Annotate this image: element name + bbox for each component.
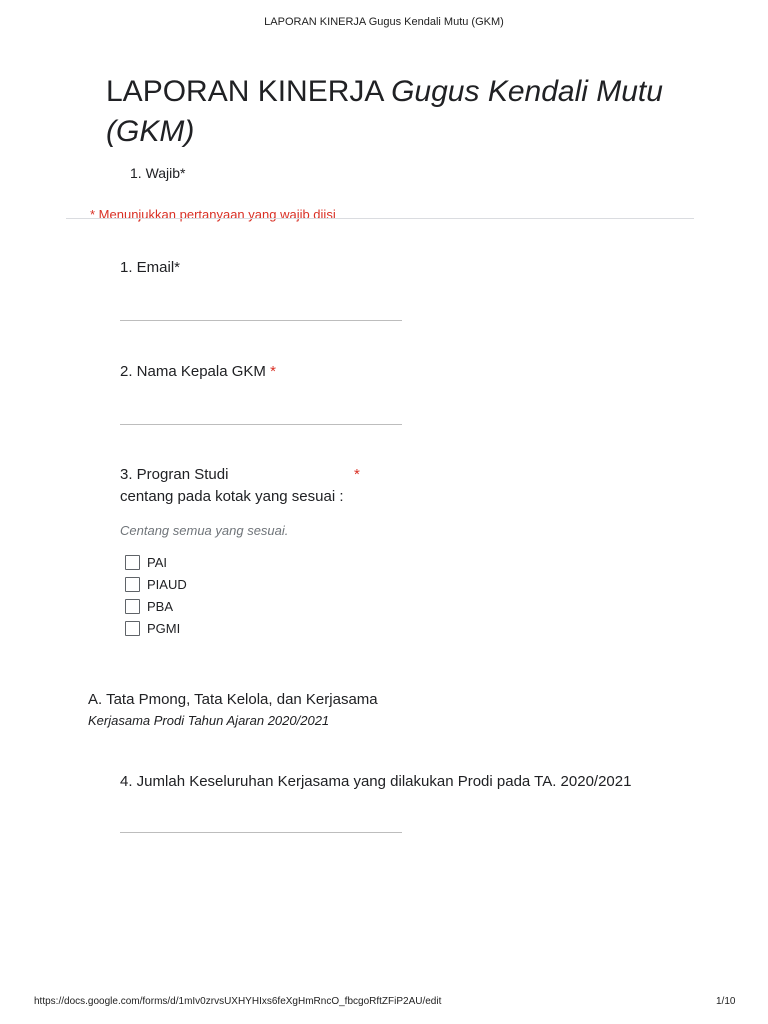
- question-program-studi-sublabel: centang pada kotak yang sesuai :: [120, 488, 344, 505]
- checkbox[interactable]: [125, 577, 140, 592]
- checkbox[interactable]: [125, 555, 140, 570]
- checkbox-hint: Centang semua yang sesuai.: [120, 523, 289, 538]
- checkbox[interactable]: [125, 621, 140, 636]
- section-a-subtitle: Kerjasama Prodi Tahun Ajaran 2020/2021: [88, 713, 330, 728]
- section-a-title: A. Tata Pmong, Tata Kelola, dan Kerjasama: [88, 691, 378, 708]
- checkbox-option-pai[interactable]: [125, 551, 187, 573]
- checkbox-option-pba[interactable]: [125, 595, 187, 617]
- checkbox-label: PGMI: [147, 620, 181, 636]
- checkbox-label: PBA: [147, 598, 174, 614]
- checkbox-option-pgmi[interactable]: [125, 617, 187, 639]
- email-answer-field[interactable]: [120, 320, 402, 321]
- checkbox-label: PAI: [147, 554, 167, 570]
- footer-page-number: 1/10: [716, 996, 736, 1007]
- form-title-italic: Gugus Kendali Mutu (GKM): [106, 75, 663, 148]
- footer-url: https://docs.google.com/forms/d/1mIv0zrvsUXHYHIxs6feXgHmRncO_fbcgoRftZFiP2AU/edit: [34, 996, 442, 1007]
- question-nama-kepala-text: 2. Nama Kepala GKM: [120, 363, 271, 380]
- jumlah-kerjasama-answer-field[interactable]: [120, 832, 402, 833]
- header-divider: [66, 218, 694, 219]
- wajib-list-item: 1. Wajib*: [130, 165, 186, 181]
- program-studi-checklist: [125, 551, 187, 639]
- print-header-title: LAPORAN KINERJA Gugus Kendali Mutu (GKM): [264, 16, 504, 28]
- checkbox[interactable]: [125, 599, 140, 614]
- form-title-plain: LAPORAN KINERJA: [106, 75, 392, 108]
- required-note: * Menunjukkan pertanyaan yang wajib diisi: [90, 207, 336, 222]
- required-asterisk: *: [354, 466, 360, 483]
- question-nama-kepala-label: [120, 363, 276, 380]
- question-jumlah-kerjasama-label: 4. Jumlah Keseluruhan Kerjasama yang dilakukan Prodi pada TA. 2020/2021: [120, 773, 632, 790]
- form-title: [106, 72, 666, 152]
- required-asterisk: *: [270, 363, 276, 380]
- question-program-studi-label: 3. Progran Studi: [120, 466, 229, 483]
- question-email-label: 1. Email*: [120, 259, 181, 276]
- nama-kepala-answer-field[interactable]: [120, 424, 402, 425]
- checkbox-option-piaud[interactable]: [125, 573, 187, 595]
- checkbox-label: PIAUD: [147, 576, 187, 592]
